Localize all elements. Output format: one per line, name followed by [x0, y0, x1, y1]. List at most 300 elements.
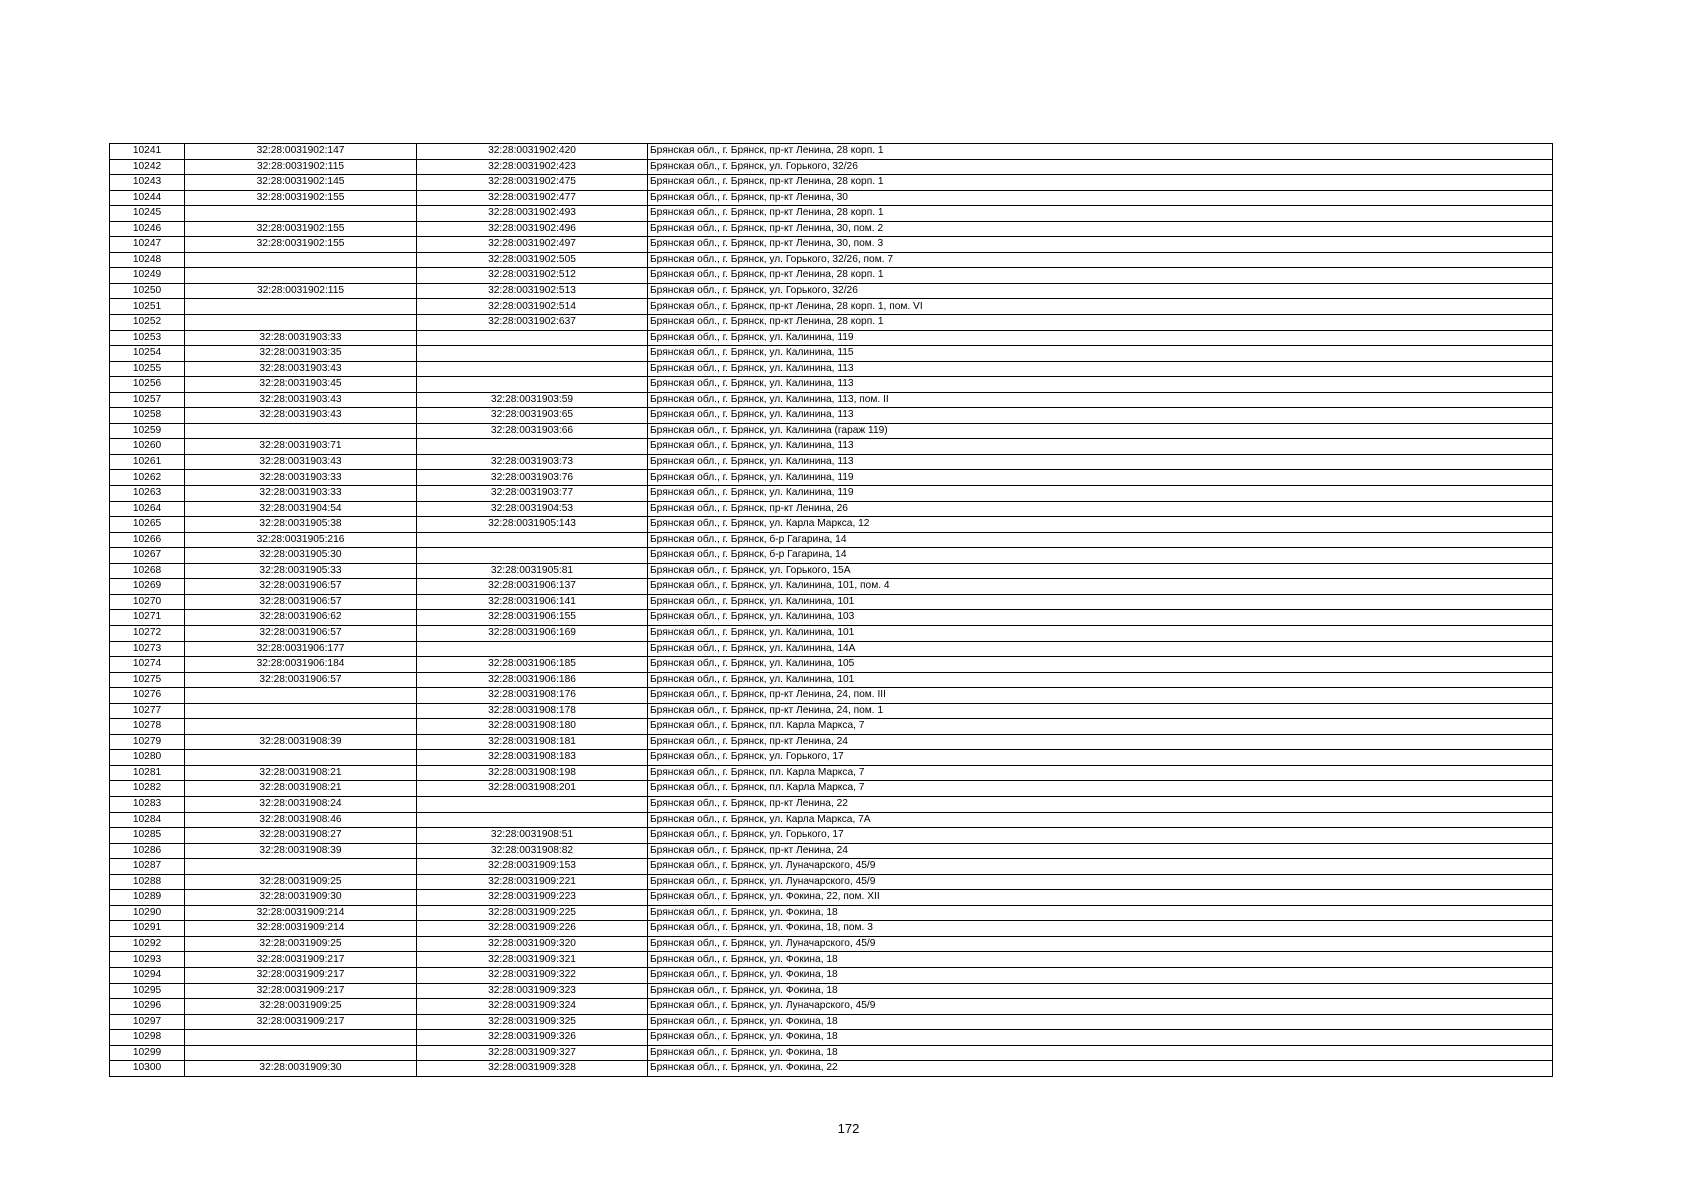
- row-number-cell: 10291: [110, 921, 185, 937]
- row-number-cell: 10260: [110, 439, 185, 455]
- table-row: [110, 812, 1553, 828]
- table-row: [110, 983, 1553, 999]
- building-cadastral-cell: 32:28:0031906:141: [417, 594, 648, 610]
- row-number-cell: 10261: [110, 454, 185, 470]
- address-cell: Брянская обл., г. Брянск, ул. Горького, 17: [648, 828, 1553, 844]
- row-number-cell: 10262: [110, 470, 185, 486]
- table-row: [110, 579, 1553, 595]
- address-cell: Брянская обл., г. Брянск, пр-кт Ленина, 30, пом. 3: [648, 237, 1553, 253]
- row-number-cell: 10271: [110, 610, 185, 626]
- row-number-cell: 10242: [110, 159, 185, 175]
- table-row: [110, 905, 1553, 921]
- land-parcel-cadastral-cell: 32:28:0031906:177: [185, 641, 417, 657]
- table-row: [110, 1061, 1553, 1077]
- address-cell: Брянская обл., г. Брянск, ул. Калинина, 101: [648, 594, 1553, 610]
- land-parcel-cadastral-cell: [185, 719, 417, 735]
- building-cadastral-cell: 32:28:0031909:221: [417, 874, 648, 890]
- address-cell: Брянская обл., г. Брянск, ул. Горького, 32/26, пом. 7: [648, 252, 1553, 268]
- land-parcel-cadastral-cell: 32:28:0031909:25: [185, 999, 417, 1015]
- table-row: [110, 439, 1553, 455]
- building-cadastral-cell: 32:28:0031904:53: [417, 501, 648, 517]
- land-parcel-cadastral-cell: 32:28:0031902:115: [185, 159, 417, 175]
- land-parcel-cadastral-cell: 32:28:0031906:57: [185, 672, 417, 688]
- row-number-cell: 10248: [110, 252, 185, 268]
- land-parcel-cadastral-cell: [185, 688, 417, 704]
- building-cadastral-cell: 32:28:0031908:176: [417, 688, 648, 704]
- table-row: [110, 641, 1553, 657]
- registry-table-body: [110, 144, 1553, 1077]
- land-parcel-cadastral-cell: 32:28:0031903:43: [185, 408, 417, 424]
- land-parcel-cadastral-cell: 32:28:0031902:155: [185, 190, 417, 206]
- land-parcel-cadastral-cell: 32:28:0031906:62: [185, 610, 417, 626]
- land-parcel-cadastral-cell: 32:28:0031909:214: [185, 921, 417, 937]
- land-parcel-cadastral-cell: [185, 1045, 417, 1061]
- address-cell: Брянская обл., г. Брянск, ул. Калинина (гараж 119): [648, 423, 1553, 439]
- building-cadastral-cell: 32:28:0031908:183: [417, 750, 648, 766]
- table-row: [110, 454, 1553, 470]
- address-cell: Брянская обл., г. Брянск, ул. Луначарского, 45/9: [648, 936, 1553, 952]
- table-row: [110, 672, 1553, 688]
- address-cell: Брянская обл., г. Брянск, ул. Фокина, 18: [648, 983, 1553, 999]
- table-row: [110, 346, 1553, 362]
- row-number-cell: 10263: [110, 486, 185, 502]
- table-row: [110, 563, 1553, 579]
- row-number-cell: 10282: [110, 781, 185, 797]
- land-parcel-cadastral-cell: 32:28:0031908:24: [185, 796, 417, 812]
- table-row: [110, 703, 1553, 719]
- land-parcel-cadastral-cell: 32:28:0031905:33: [185, 563, 417, 579]
- address-cell: Брянская обл., г. Брянск, ул. Калинина, 119: [648, 330, 1553, 346]
- table-row: [110, 952, 1553, 968]
- building-cadastral-cell: 32:28:0031902:513: [417, 283, 648, 299]
- address-cell: Брянская обл., г. Брянск, ул. Луначарского, 45/9: [648, 999, 1553, 1015]
- address-cell: Брянская обл., г. Брянск, ул. Фокина, 22: [648, 1061, 1553, 1077]
- building-cadastral-cell: 32:28:0031905:143: [417, 517, 648, 533]
- address-cell: Брянская обл., г. Брянск, пр-кт Ленина, 28 корп. 1: [648, 175, 1553, 191]
- table-row: [110, 175, 1553, 191]
- address-cell: Брянская обл., г. Брянск, ул. Калинина, 113: [648, 361, 1553, 377]
- row-number-cell: 10284: [110, 812, 185, 828]
- building-cadastral-cell: 32:28:0031902:423: [417, 159, 648, 175]
- row-number-cell: 10279: [110, 734, 185, 750]
- address-cell: Брянская обл., г. Брянск, ул. Фокина, 18: [648, 1045, 1553, 1061]
- building-cadastral-cell: 32:28:0031902:505: [417, 252, 648, 268]
- table-row: [110, 299, 1553, 315]
- land-parcel-cadastral-cell: [185, 206, 417, 222]
- building-cadastral-cell: 32:28:0031903:59: [417, 392, 648, 408]
- row-number-cell: 10265: [110, 517, 185, 533]
- address-cell: Брянская обл., г. Брянск, пл. Карла Маркса, 7: [648, 719, 1553, 735]
- building-cadastral-cell: 32:28:0031906:186: [417, 672, 648, 688]
- address-cell: Брянская обл., г. Брянск, ул. Калинина, 14А: [648, 641, 1553, 657]
- address-cell: Брянская обл., г. Брянск, ул. Фокина, 18, пом. 3: [648, 921, 1553, 937]
- building-cadastral-cell: 32:28:0031909:226: [417, 921, 648, 937]
- row-number-cell: 10250: [110, 283, 185, 299]
- table-row: [110, 517, 1553, 533]
- table-row: [110, 688, 1553, 704]
- address-cell: Брянская обл., г. Брянск, ул. Горького, 17: [648, 750, 1553, 766]
- table-row: [110, 859, 1553, 875]
- row-number-cell: 10287: [110, 859, 185, 875]
- building-cadastral-cell: 32:28:0031902:497: [417, 237, 648, 253]
- row-number-cell: 10247: [110, 237, 185, 253]
- table-row: [110, 765, 1553, 781]
- address-cell: Брянская обл., г. Брянск, пр-кт Ленина, 30: [648, 190, 1553, 206]
- building-cadastral-cell: 32:28:0031903:77: [417, 486, 648, 502]
- address-cell: Брянская обл., г. Брянск, ул. Фокина, 18: [648, 1030, 1553, 1046]
- address-cell: Брянская обл., г. Брянск, пр-кт Ленина, 30, пом. 2: [648, 221, 1553, 237]
- land-parcel-cadastral-cell: 32:28:0031908:46: [185, 812, 417, 828]
- row-number-cell: 10300: [110, 1061, 185, 1077]
- building-cadastral-cell: 32:28:0031909:320: [417, 936, 648, 952]
- land-parcel-cadastral-cell: 32:28:0031903:33: [185, 486, 417, 502]
- building-cadastral-cell: 32:28:0031909:321: [417, 952, 648, 968]
- land-parcel-cadastral-cell: [185, 703, 417, 719]
- row-number-cell: 10252: [110, 315, 185, 331]
- land-parcel-cadastral-cell: 32:28:0031909:25: [185, 874, 417, 890]
- building-cadastral-cell: [417, 548, 648, 564]
- land-parcel-cadastral-cell: [185, 268, 417, 284]
- address-cell: Брянская обл., г. Брянск, ул. Фокина, 22, пом. XII: [648, 890, 1553, 906]
- table-row: [110, 268, 1553, 284]
- land-parcel-cadastral-cell: 32:28:0031908:39: [185, 843, 417, 859]
- row-number-cell: 10290: [110, 905, 185, 921]
- land-parcel-cadastral-cell: 32:28:0031906:57: [185, 594, 417, 610]
- address-cell: Брянская обл., г. Брянск, ул. Калинина, 113: [648, 454, 1553, 470]
- building-cadastral-cell: 32:28:0031909:225: [417, 905, 648, 921]
- building-cadastral-cell: 32:28:0031902:514: [417, 299, 648, 315]
- table-row: [110, 548, 1553, 564]
- land-parcel-cadastral-cell: 32:28:0031905:216: [185, 532, 417, 548]
- row-number-cell: 10283: [110, 796, 185, 812]
- building-cadastral-cell: 32:28:0031909:327: [417, 1045, 648, 1061]
- table-row: [110, 719, 1553, 735]
- registry-table: [109, 143, 1553, 1077]
- building-cadastral-cell: [417, 641, 648, 657]
- address-cell: Брянская обл., г. Брянск, пр-кт Ленина, 24: [648, 734, 1553, 750]
- land-parcel-cadastral-cell: 32:28:0031906:184: [185, 657, 417, 673]
- address-cell: Брянская обл., г. Брянск, ул. Калинина, 101, пом. 4: [648, 579, 1553, 595]
- land-parcel-cadastral-cell: [185, 315, 417, 331]
- page-number: 172: [837, 1121, 860, 1136]
- address-cell: Брянская обл., г. Брянск, пр-кт Ленина, 28 корп. 1: [648, 268, 1553, 284]
- address-cell: Брянская обл., г. Брянск, ул. Фокина, 18: [648, 905, 1553, 921]
- row-number-cell: 10273: [110, 641, 185, 657]
- row-number-cell: 10254: [110, 346, 185, 362]
- table-row: [110, 999, 1553, 1015]
- table-row: [110, 237, 1553, 253]
- address-cell: Брянская обл., г. Брянск, пр-кт Ленина, 24, пом. 1: [648, 703, 1553, 719]
- building-cadastral-cell: [417, 812, 648, 828]
- row-number-cell: 10274: [110, 657, 185, 673]
- table-row: [110, 470, 1553, 486]
- land-parcel-cadastral-cell: 32:28:0031903:43: [185, 361, 417, 377]
- land-parcel-cadastral-cell: 32:28:0031903:43: [185, 454, 417, 470]
- land-parcel-cadastral-cell: 32:28:0031909:217: [185, 983, 417, 999]
- row-number-cell: 10245: [110, 206, 185, 222]
- table-row: [110, 486, 1553, 502]
- row-number-cell: 10251: [110, 299, 185, 315]
- table-row: [110, 890, 1553, 906]
- address-cell: Брянская обл., г. Брянск, пл. Карла Маркса, 7: [648, 765, 1553, 781]
- row-number-cell: 10286: [110, 843, 185, 859]
- land-parcel-cadastral-cell: 32:28:0031908:21: [185, 765, 417, 781]
- table-row: [110, 423, 1553, 439]
- land-parcel-cadastral-cell: 32:28:0031902:147: [185, 144, 417, 160]
- land-parcel-cadastral-cell: 32:28:0031903:33: [185, 330, 417, 346]
- building-cadastral-cell: 32:28:0031902:493: [417, 206, 648, 222]
- address-cell: Брянская обл., г. Брянск, ул. Калинина, 113: [648, 408, 1553, 424]
- row-number-cell: 10249: [110, 268, 185, 284]
- address-cell: Брянская обл., г. Брянск, пр-кт Ленина, 22: [648, 796, 1553, 812]
- land-parcel-cadastral-cell: [185, 1030, 417, 1046]
- row-number-cell: 10289: [110, 890, 185, 906]
- land-parcel-cadastral-cell: 32:28:0031902:155: [185, 221, 417, 237]
- building-cadastral-cell: 32:28:0031909:322: [417, 967, 648, 983]
- table-row: [110, 408, 1553, 424]
- address-cell: Брянская обл., г. Брянск, пр-кт Ленина, 24, пом. III: [648, 688, 1553, 704]
- building-cadastral-cell: [417, 346, 648, 362]
- land-parcel-cadastral-cell: 32:28:0031909:217: [185, 967, 417, 983]
- table-row: [110, 967, 1553, 983]
- land-parcel-cadastral-cell: 32:28:0031909:214: [185, 905, 417, 921]
- table-row: [110, 828, 1553, 844]
- land-parcel-cadastral-cell: 32:28:0031909:217: [185, 952, 417, 968]
- row-number-cell: 10255: [110, 361, 185, 377]
- row-number-cell: 10277: [110, 703, 185, 719]
- address-cell: Брянская обл., г. Брянск, ул. Калинина, 119: [648, 486, 1553, 502]
- building-cadastral-cell: 32:28:0031902:512: [417, 268, 648, 284]
- row-number-cell: 10267: [110, 548, 185, 564]
- building-cadastral-cell: [417, 796, 648, 812]
- table-row: [110, 330, 1553, 346]
- building-cadastral-cell: 32:28:0031908:51: [417, 828, 648, 844]
- address-cell: Брянская обл., г. Брянск, пр-кт Ленина, 24: [648, 843, 1553, 859]
- building-cadastral-cell: 32:28:0031903:66: [417, 423, 648, 439]
- row-number-cell: 10258: [110, 408, 185, 424]
- building-cadastral-cell: [417, 439, 648, 455]
- address-cell: Брянская обл., г. Брянск, ул. Фокина, 18: [648, 967, 1553, 983]
- building-cadastral-cell: [417, 377, 648, 393]
- address-cell: Брянская обл., г. Брянск, ул. Калинина, 113, пом. II: [648, 392, 1553, 408]
- table-row: [110, 501, 1553, 517]
- row-number-cell: 10297: [110, 1014, 185, 1030]
- row-number-cell: 10266: [110, 532, 185, 548]
- address-cell: Брянская обл., г. Брянск, ул. Луначарского, 45/9: [648, 859, 1553, 875]
- row-number-cell: 10243: [110, 175, 185, 191]
- table-row: [110, 594, 1553, 610]
- building-cadastral-cell: 32:28:0031909:223: [417, 890, 648, 906]
- table-row: [110, 625, 1553, 641]
- row-number-cell: 10293: [110, 952, 185, 968]
- table-row: [110, 843, 1553, 859]
- row-number-cell: 10246: [110, 221, 185, 237]
- land-parcel-cadastral-cell: [185, 750, 417, 766]
- row-number-cell: 10269: [110, 579, 185, 595]
- building-cadastral-cell: 32:28:0031903:73: [417, 454, 648, 470]
- address-cell: Брянская обл., г. Брянск, ул. Калинина, 113: [648, 377, 1553, 393]
- address-cell: Брянская обл., г. Брянск, ул. Луначарского, 45/9: [648, 874, 1553, 890]
- building-cadastral-cell: 32:28:0031908:198: [417, 765, 648, 781]
- table-row: [110, 159, 1553, 175]
- table-row: [110, 315, 1553, 331]
- address-cell: Брянская обл., г. Брянск, пр-кт Ленина, 28 корп. 1: [648, 144, 1553, 160]
- table-row: [110, 796, 1553, 812]
- table-row: [110, 781, 1553, 797]
- row-number-cell: 10292: [110, 936, 185, 952]
- land-parcel-cadastral-cell: 32:28:0031902:155: [185, 237, 417, 253]
- building-cadastral-cell: 32:28:0031902:477: [417, 190, 648, 206]
- land-parcel-cadastral-cell: 32:28:0031908:27: [185, 828, 417, 844]
- building-cadastral-cell: 32:28:0031902:496: [417, 221, 648, 237]
- land-parcel-cadastral-cell: [185, 423, 417, 439]
- table-row: [110, 750, 1553, 766]
- land-parcel-cadastral-cell: 32:28:0031903:33: [185, 470, 417, 486]
- land-parcel-cadastral-cell: 32:28:0031908:39: [185, 734, 417, 750]
- row-number-cell: 10278: [110, 719, 185, 735]
- building-cadastral-cell: 32:28:0031906:137: [417, 579, 648, 595]
- address-cell: Брянская обл., г. Брянск, ул. Карла Маркса, 7А: [648, 812, 1553, 828]
- land-parcel-cadastral-cell: [185, 252, 417, 268]
- row-number-cell: 10253: [110, 330, 185, 346]
- address-cell: Брянская обл., г. Брянск, пр-кт Ленина, 28 корп. 1: [648, 315, 1553, 331]
- row-number-cell: 10256: [110, 377, 185, 393]
- row-number-cell: 10272: [110, 625, 185, 641]
- table-row: [110, 1030, 1553, 1046]
- address-cell: Брянская обл., г. Брянск, ул. Калинина, 119: [648, 470, 1553, 486]
- address-cell: Брянская обл., г. Брянск, пр-кт Ленина, 28 корп. 1, пом. VI: [648, 299, 1553, 315]
- land-parcel-cadastral-cell: 32:28:0031905:38: [185, 517, 417, 533]
- building-cadastral-cell: 32:28:0031906:155: [417, 610, 648, 626]
- address-cell: Брянская обл., г. Брянск, ул. Фокина, 18: [648, 1014, 1553, 1030]
- table-row: [110, 921, 1553, 937]
- building-cadastral-cell: 32:28:0031906:169: [417, 625, 648, 641]
- address-cell: Брянская обл., г. Брянск, пр-кт Ленина, 28 корп. 1: [648, 206, 1553, 222]
- building-cadastral-cell: 32:28:0031903:76: [417, 470, 648, 486]
- address-cell: Брянская обл., г. Брянск, ул. Калинина, 101: [648, 625, 1553, 641]
- land-parcel-cadastral-cell: 32:28:0031905:30: [185, 548, 417, 564]
- row-number-cell: 10276: [110, 688, 185, 704]
- address-cell: Брянская обл., г. Брянск, б-р Гагарина, 14: [648, 532, 1553, 548]
- table-row: [110, 734, 1553, 750]
- table-row: [110, 190, 1553, 206]
- building-cadastral-cell: [417, 330, 648, 346]
- land-parcel-cadastral-cell: [185, 299, 417, 315]
- building-cadastral-cell: 32:28:0031909:325: [417, 1014, 648, 1030]
- land-parcel-cadastral-cell: 32:28:0031909:25: [185, 936, 417, 952]
- land-parcel-cadastral-cell: 32:28:0031903:45: [185, 377, 417, 393]
- building-cadastral-cell: 32:28:0031908:82: [417, 843, 648, 859]
- land-parcel-cadastral-cell: 32:28:0031909:217: [185, 1014, 417, 1030]
- row-number-cell: 10296: [110, 999, 185, 1015]
- row-number-cell: 10257: [110, 392, 185, 408]
- land-parcel-cadastral-cell: 32:28:0031904:54: [185, 501, 417, 517]
- building-cadastral-cell: 32:28:0031906:185: [417, 657, 648, 673]
- address-cell: Брянская обл., г. Брянск, ул. Горького, 32/26: [648, 283, 1553, 299]
- address-cell: Брянская обл., г. Брянск, ул. Калинина, 115: [648, 346, 1553, 362]
- land-parcel-cadastral-cell: 32:28:0031908:21: [185, 781, 417, 797]
- row-number-cell: 10298: [110, 1030, 185, 1046]
- building-cadastral-cell: 32:28:0031909:153: [417, 859, 648, 875]
- table-row: [110, 936, 1553, 952]
- table-row: [110, 377, 1553, 393]
- row-number-cell: 10264: [110, 501, 185, 517]
- building-cadastral-cell: [417, 361, 648, 377]
- row-number-cell: 10295: [110, 983, 185, 999]
- row-number-cell: 10285: [110, 828, 185, 844]
- address-cell: Брянская обл., г. Брянск, ул. Горького, 15А: [648, 563, 1553, 579]
- row-number-cell: 10275: [110, 672, 185, 688]
- table-row: [110, 361, 1553, 377]
- building-cadastral-cell: 32:28:0031902:475: [417, 175, 648, 191]
- building-cadastral-cell: 32:28:0031909:324: [417, 999, 648, 1015]
- address-cell: Брянская обл., г. Брянск, ул. Фокина, 18: [648, 952, 1553, 968]
- land-parcel-cadastral-cell: 32:28:0031902:145: [185, 175, 417, 191]
- building-cadastral-cell: 32:28:0031903:65: [417, 408, 648, 424]
- building-cadastral-cell: 32:28:0031908:178: [417, 703, 648, 719]
- row-number-cell: 10270: [110, 594, 185, 610]
- land-parcel-cadastral-cell: 32:28:0031903:35: [185, 346, 417, 362]
- address-cell: Брянская обл., г. Брянск, пл. Карла Маркса, 7: [648, 781, 1553, 797]
- table-row: [110, 283, 1553, 299]
- building-cadastral-cell: 32:28:0031902:637: [417, 315, 648, 331]
- address-cell: Брянская обл., г. Брянск, ул. Горького, 32/26: [648, 159, 1553, 175]
- table-row: [110, 392, 1553, 408]
- building-cadastral-cell: 32:28:0031909:328: [417, 1061, 648, 1077]
- building-cadastral-cell: [417, 532, 648, 548]
- address-cell: Брянская обл., г. Брянск, б-р Гагарина, 14: [648, 548, 1553, 564]
- address-cell: Брянская обл., г. Брянск, ул. Калинина, 105: [648, 657, 1553, 673]
- building-cadastral-cell: 32:28:0031909:326: [417, 1030, 648, 1046]
- building-cadastral-cell: 32:28:0031908:180: [417, 719, 648, 735]
- row-number-cell: 10280: [110, 750, 185, 766]
- building-cadastral-cell: 32:28:0031909:323: [417, 983, 648, 999]
- address-cell: Брянская обл., г. Брянск, ул. Калинина, 103: [648, 610, 1553, 626]
- address-cell: Брянская обл., г. Брянск, ул. Калинина, 101: [648, 672, 1553, 688]
- row-number-cell: 10259: [110, 423, 185, 439]
- land-parcel-cadastral-cell: 32:28:0031906:57: [185, 625, 417, 641]
- table-row: [110, 221, 1553, 237]
- building-cadastral-cell: 32:28:0031908:201: [417, 781, 648, 797]
- table-row: [110, 657, 1553, 673]
- land-parcel-cadastral-cell: 32:28:0031903:71: [185, 439, 417, 455]
- address-cell: Брянская обл., г. Брянск, ул. Карла Маркса, 12: [648, 517, 1553, 533]
- table-row: [110, 1045, 1553, 1061]
- row-number-cell: 10281: [110, 765, 185, 781]
- row-number-cell: 10294: [110, 967, 185, 983]
- land-parcel-cadastral-cell: 32:28:0031902:115: [185, 283, 417, 299]
- building-cadastral-cell: 32:28:0031905:81: [417, 563, 648, 579]
- table-row: [110, 1014, 1553, 1030]
- address-cell: Брянская обл., г. Брянск, ул. Калинина, 113: [648, 439, 1553, 455]
- row-number-cell: 10268: [110, 563, 185, 579]
- row-number-cell: 10241: [110, 144, 185, 160]
- table-row: [110, 206, 1553, 222]
- table-row: [110, 252, 1553, 268]
- land-parcel-cadastral-cell: 32:28:0031906:57: [185, 579, 417, 595]
- table-row: [110, 874, 1553, 890]
- row-number-cell: 10288: [110, 874, 185, 890]
- land-parcel-cadastral-cell: 32:28:0031909:30: [185, 1061, 417, 1077]
- address-cell: Брянская обл., г. Брянск, пр-кт Ленина, 26: [648, 501, 1553, 517]
- table-row: [110, 144, 1553, 160]
- land-parcel-cadastral-cell: [185, 859, 417, 875]
- land-parcel-cadastral-cell: 32:28:0031909:30: [185, 890, 417, 906]
- table-row: [110, 532, 1553, 548]
- row-number-cell: 10244: [110, 190, 185, 206]
- table-row: [110, 610, 1553, 626]
- row-number-cell: 10299: [110, 1045, 185, 1061]
